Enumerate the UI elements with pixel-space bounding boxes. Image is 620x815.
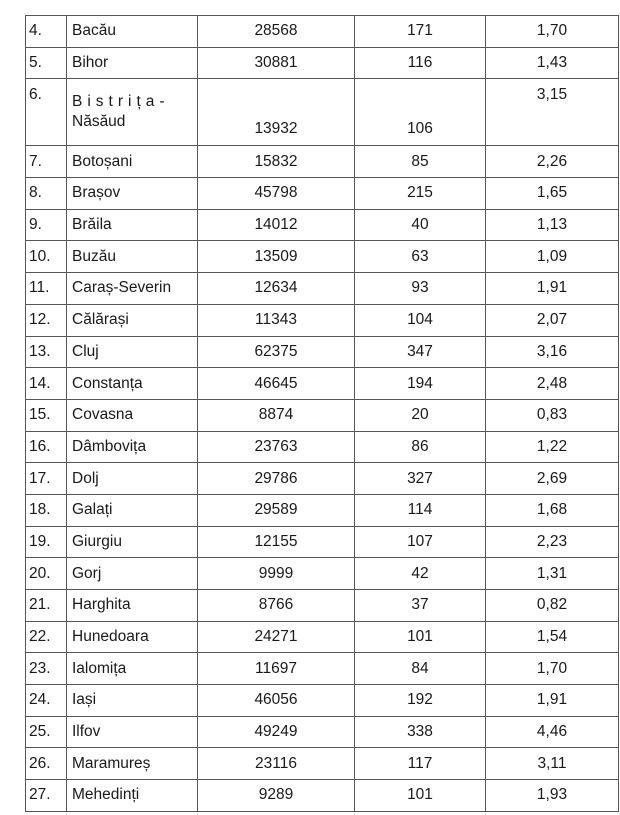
value-col-1: 29786: [198, 463, 355, 495]
value-col-2: 192: [355, 685, 486, 717]
row-number: 11.: [26, 273, 67, 305]
value-col-1: 46056: [198, 685, 355, 717]
table-row: [26, 273, 619, 305]
row-number: 18.: [26, 494, 67, 526]
value-col-2: 194: [355, 368, 486, 400]
value-col-1: 24271: [198, 621, 355, 653]
table-row: [26, 368, 619, 400]
value-col-2: 106: [355, 79, 486, 146]
value-col-3: 1,68: [486, 494, 619, 526]
row-number: 16.: [26, 431, 67, 463]
value-col-3: 1,31: [486, 558, 619, 590]
county-name: Constanța: [67, 368, 198, 400]
table-row: [26, 653, 619, 685]
table-row: [26, 304, 619, 336]
value-col-3: 2,48: [486, 368, 619, 400]
value-col-1: 11697: [198, 653, 355, 685]
value-col-2: 347: [355, 336, 486, 368]
value-col-2: 42: [355, 558, 486, 590]
row-number: 14.: [26, 368, 67, 400]
county-name: Hunedoara: [67, 621, 198, 653]
table-row: [26, 494, 619, 526]
row-number: 23.: [26, 653, 67, 685]
value-col-3: 1,09: [486, 241, 619, 273]
value-col-3: 2,07: [486, 304, 619, 336]
county-name: Buzău: [67, 241, 198, 273]
value-col-1: 13932: [198, 79, 355, 146]
row-number: 8.: [26, 178, 67, 210]
value-col-1: 12634: [198, 273, 355, 305]
value-col-2: 104: [355, 304, 486, 336]
county-name: Galați: [67, 494, 198, 526]
table-row: [26, 16, 619, 48]
row-number: 15.: [26, 399, 67, 431]
row-number: 17.: [26, 463, 67, 495]
county-name: Călărași: [67, 304, 198, 336]
value-col-2: 63: [355, 241, 486, 273]
value-col-3: 3,15: [486, 79, 619, 146]
row-number: 25.: [26, 716, 67, 748]
value-col-3: 1,91: [486, 273, 619, 305]
value-col-2: 338: [355, 716, 486, 748]
county-name: Iași: [67, 685, 198, 717]
value-col-2: 101: [355, 780, 486, 812]
value-col-1: 9289: [198, 780, 355, 812]
value-col-3: 1,70: [486, 653, 619, 685]
value-col-2: 107: [355, 526, 486, 558]
row-number: 20.: [26, 558, 67, 590]
table-row: [26, 399, 619, 431]
county-name-line-2: Năsăud: [72, 113, 126, 131]
value-col-1: 8874: [198, 399, 355, 431]
value-col-2: 171: [355, 16, 486, 48]
row-number: 22.: [26, 621, 67, 653]
table-row: [26, 336, 619, 368]
value-col-1: 45798: [198, 178, 355, 210]
table-row: [26, 146, 619, 178]
table-row: [26, 209, 619, 241]
county-name: Cluj: [67, 336, 198, 368]
value-col-1: 11343: [198, 304, 355, 336]
value-col-2: 215: [355, 178, 486, 210]
value-col-2: 93: [355, 273, 486, 305]
county-name: Giurgiu: [67, 526, 198, 558]
value-col-1: 30881: [198, 47, 355, 79]
value-col-3: 2,69: [486, 463, 619, 495]
table-row: [26, 47, 619, 79]
row-number: 6.: [26, 79, 67, 146]
value-col-1: 9999: [198, 558, 355, 590]
county-name: Brașov: [67, 178, 198, 210]
county-name: [67, 79, 198, 146]
table-row: [26, 716, 619, 748]
value-col-2: 40: [355, 209, 486, 241]
value-col-2: 117: [355, 748, 486, 780]
county-name: Bihor: [67, 47, 198, 79]
table-row: [26, 780, 619, 812]
row-number: 9.: [26, 209, 67, 241]
county-name-line-1: Bistrița-: [72, 93, 170, 111]
value-col-1: 28568: [198, 16, 355, 48]
table-row: [26, 685, 619, 717]
value-col-2: 37: [355, 590, 486, 622]
value-col-1: 12155: [198, 526, 355, 558]
row-number: 5.: [26, 47, 67, 79]
county-name: Bacău: [67, 16, 198, 48]
value-col-1: 14012: [198, 209, 355, 241]
row-number: 10.: [26, 241, 67, 273]
table-row: [26, 463, 619, 495]
table-row: [26, 621, 619, 653]
value-col-3: 1,93: [486, 780, 619, 812]
county-name: Maramureș: [67, 748, 198, 780]
value-col-3: 1,43: [486, 47, 619, 79]
county-data-table: [25, 15, 619, 812]
row-number: 21.: [26, 590, 67, 622]
value-col-1: 49249: [198, 716, 355, 748]
value-col-3: 1,91: [486, 685, 619, 717]
table-row: [26, 748, 619, 780]
value-col-1: 46645: [198, 368, 355, 400]
value-col-3: 1,54: [486, 621, 619, 653]
value-col-2: 86: [355, 431, 486, 463]
county-name: Harghita: [67, 590, 198, 622]
row-number: 24.: [26, 685, 67, 717]
county-name: Dolj: [67, 463, 198, 495]
county-name: Botoșani: [67, 146, 198, 178]
value-col-3: 3,16: [486, 336, 619, 368]
row-number: 13.: [26, 336, 67, 368]
value-col-3: 4,46: [486, 716, 619, 748]
value-col-3: 1,22: [486, 431, 619, 463]
table-row: [26, 526, 619, 558]
county-name: Brăila: [67, 209, 198, 241]
county-name: Mehedinți: [67, 780, 198, 812]
value-col-1: 8766: [198, 590, 355, 622]
county-name: Dâmbovița: [67, 431, 198, 463]
value-col-3: 1,70: [486, 16, 619, 48]
value-col-2: 20: [355, 399, 486, 431]
county-name: Covasna: [67, 399, 198, 431]
value-col-2: 101: [355, 621, 486, 653]
value-col-3: 0,82: [486, 590, 619, 622]
row-number: 19.: [26, 526, 67, 558]
value-col-3: 1,13: [486, 209, 619, 241]
county-name: Ilfov: [67, 716, 198, 748]
table-row: [26, 590, 619, 622]
value-col-2: 85: [355, 146, 486, 178]
table-row: [26, 178, 619, 210]
value-col-3: 0,83: [486, 399, 619, 431]
value-col-3: 3,11: [486, 748, 619, 780]
table-row: [26, 241, 619, 273]
value-col-2: 84: [355, 653, 486, 685]
row-number: 12.: [26, 304, 67, 336]
value-col-3: 1,65: [486, 178, 619, 210]
value-col-2: 116: [355, 47, 486, 79]
value-col-1: 15832: [198, 146, 355, 178]
value-col-1: 13509: [198, 241, 355, 273]
value-col-1: 29589: [198, 494, 355, 526]
county-name: Caraș-Severin: [67, 273, 198, 305]
table-row: [26, 558, 619, 590]
row-number: 26.: [26, 748, 67, 780]
county-name: Gorj: [67, 558, 198, 590]
row-number: 27.: [26, 780, 67, 812]
value-col-2: 327: [355, 463, 486, 495]
row-number: 4.: [26, 16, 67, 48]
row-number: 7.: [26, 146, 67, 178]
county-name: Ialomița: [67, 653, 198, 685]
value-col-3: 2,23: [486, 526, 619, 558]
table-row: [26, 79, 619, 146]
value-col-1: 23116: [198, 748, 355, 780]
value-col-3: 2,26: [486, 146, 619, 178]
value-col-1: 23763: [198, 431, 355, 463]
value-col-1: 62375: [198, 336, 355, 368]
table-row: [26, 431, 619, 463]
value-col-2: 114: [355, 494, 486, 526]
